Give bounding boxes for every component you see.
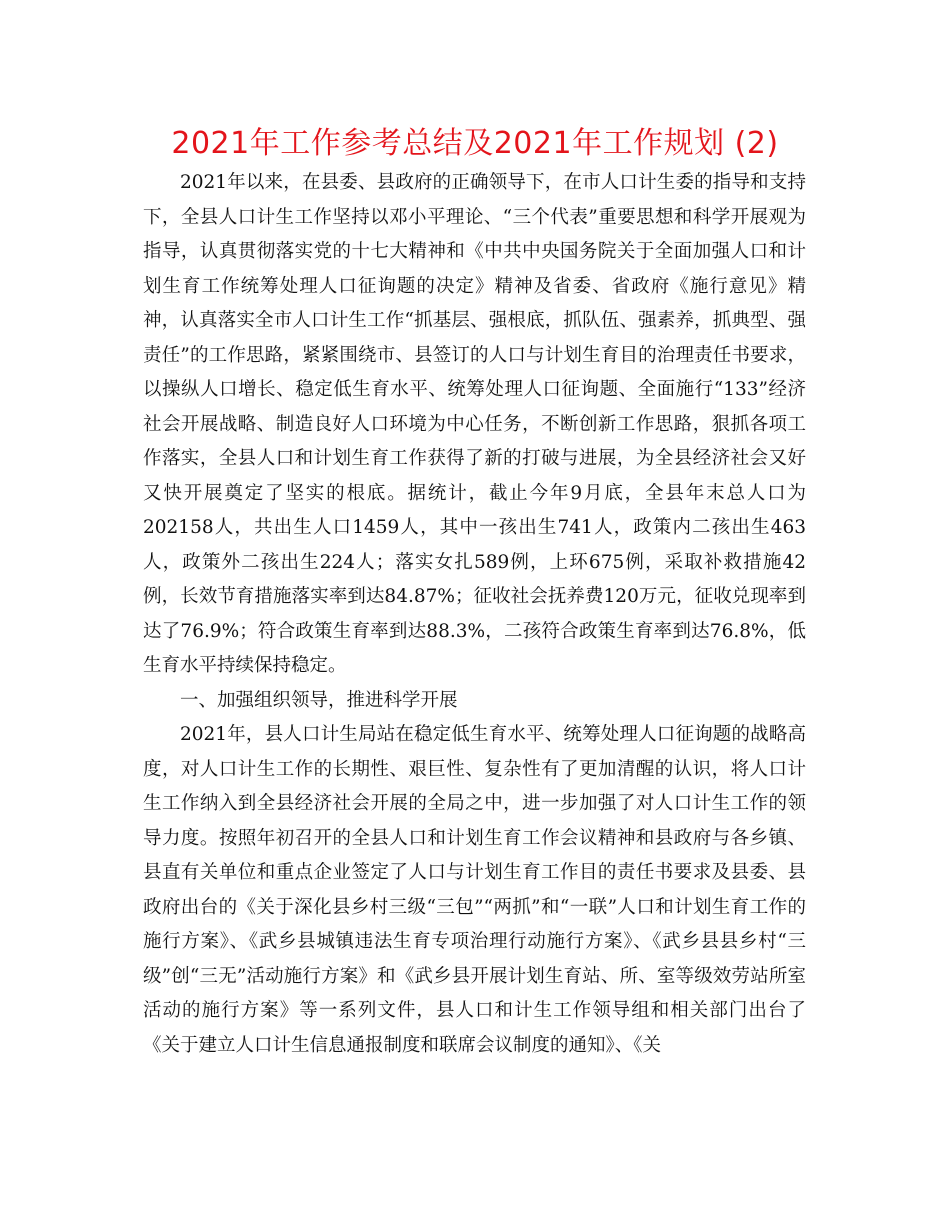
- document-title: 2021年工作参考总结及2021年工作规划 (2): [171, 126, 779, 161]
- document-body: [143, 166, 806, 1063]
- intro-paragraph: 2021年以来，在县委、县政府的正确领导下，在市人口计生委的指导和支持下，全县人口计生工作坚持以邓小平理论、“三个代表”重要思想和科学开展观为指导，认真贯彻落实党的十七大精神和《中共中央国务院关于全面加强人口和计划生育工作统筹处理人口征询题的决定》精神及省委、省政府《施行意见》精神，认真落实全市人口计生工作“抓基层、强根底，抓队伍、强素养，抓典型、强责任”的工作思路，紧紧围绕市、县签订的人口与计划生育目的治理责任书要求，以操纵人口增长、稳定低生育水平、统筹处理人口征询题、全面施行“133”经济社会开展战略、制造良好人口环境为中心任务，不断创新工作思路，狠抓各项工作落实，全县人口和计划生育工作获得了新的打破与进展，为全县经济社会又好又快开展奠定了坚实的根底。据统计，截止今年9月底，全县年末总人口为202158人，共出生人口1459人，其中一孩出生741人，政策内二孩出生463人，政策外二孩出生224人；落实女扎589例，上环675例，采取补救措施42例，长效节育措施落实率到达84.87%；征收社会抚养费120万元，征收兑现率到达了76.9%；符合政策生育率到达88.3%，二孩符合政策生育率到达76.8%，低生育水平持续保持稳定。: [143, 172, 806, 676]
- section-heading: 一、加强组织领导，推进科学开展: [180, 689, 458, 711]
- section-paragraph: 2021年，县人口计生局站在稳定低生育水平、统筹处理人口征询题的战略高度，对人口计生工作的长期性、艰巨性、复杂性有了更加清醒的认识，将人口计生工作纳入到全县经济社会开展的全局之中，进一步加强了对人口计生工作的领导力度。按照年初召开的全县人口和计划生育工作会议精神和县政府与各乡镇、县直有关单位和重点企业签定了人口与计划生育工作目的责任书要求及县委、县政府出台的《关于深化县乡村三级“三包”“两抓”和“一联”人口和计划生育工作的施行方案》、《武乡县城镇违法生育专项治理行动施行方案》、《武乡县县乡村“三级”创“三无”活动施行方案》和《武乡县开展计划生育站、所、室等级效劳站所室活动的施行方案》等一系列文件，县人口和计生工作领导组和相关部门出台了《关于建立人口计生信息通报制度和联席会议制度的通知》、《关: [143, 724, 806, 1056]
